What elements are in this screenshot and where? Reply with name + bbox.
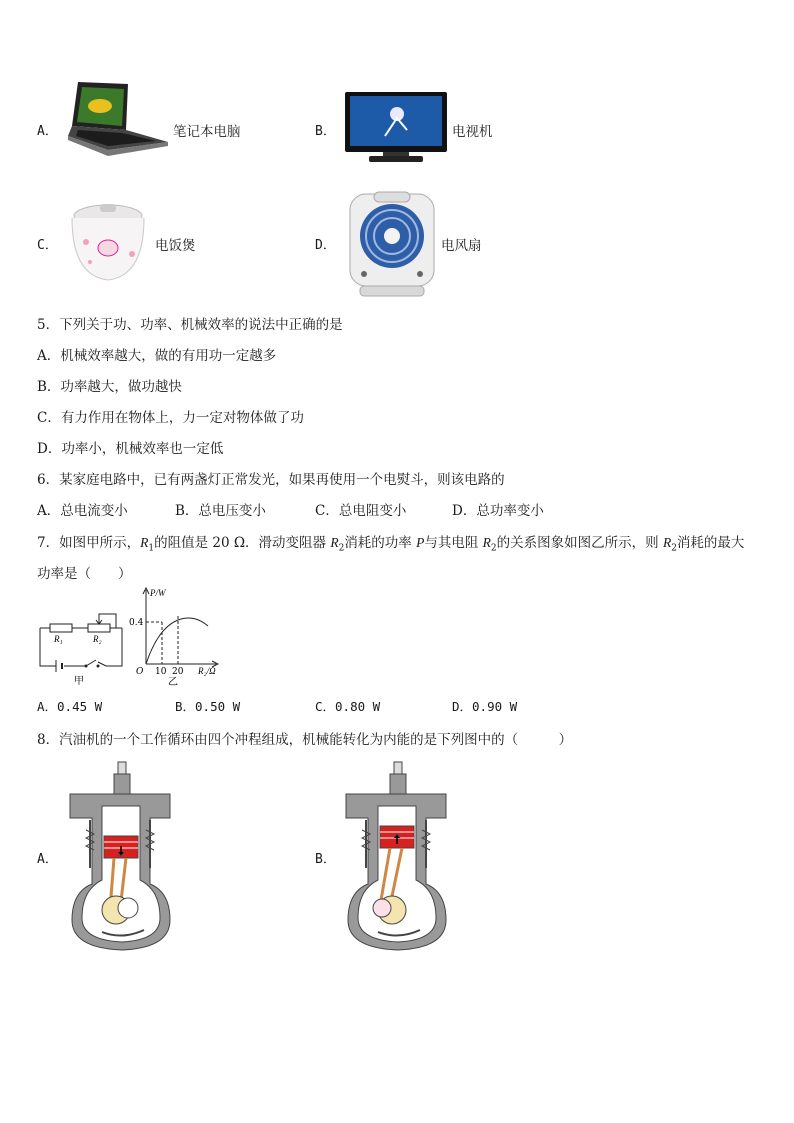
option-label: 笔记本电脑: [173, 124, 241, 140]
rice-cooker-icon: [66, 202, 150, 284]
option-label: 电视机: [452, 124, 493, 140]
engine-stroke-a-icon: [64, 760, 176, 952]
graph-y-label: P/W: [150, 588, 166, 598]
q5-option-c[interactable]: C．有力作用在物体上，力一定对物体做了功: [37, 410, 304, 426]
question-stem: 5．下列关于功、功率、机械效率的说法中正确的是: [37, 317, 343, 333]
q6-option-a[interactable]: A．总电流变小: [37, 503, 128, 519]
option-letter: A．: [37, 124, 58, 139]
electric-fan-icon: [344, 190, 440, 298]
figure-label-yi: 乙: [168, 677, 178, 688]
option-letter: B．: [315, 852, 336, 867]
circuit-label-r1: R₁: [54, 634, 63, 644]
q7-option-d[interactable]: D．0.90 W: [452, 699, 518, 714]
q6-option-d[interactable]: D．总功率变小: [452, 503, 544, 519]
q7-option-b[interactable]: B．0.50 W: [175, 699, 241, 714]
figure-label-jia: 甲: [74, 676, 84, 687]
graph-y-tick: 0.4: [129, 618, 144, 628]
q5-option-d[interactable]: D．功率小，机械效率也一定低: [37, 441, 224, 457]
option-letter: C．: [37, 238, 58, 253]
option-label: 电风扇: [441, 238, 482, 254]
option-letter: A．: [37, 852, 58, 867]
graph-x-tick: 20: [172, 667, 184, 677]
q5-option-a[interactable]: A．机械效率越大，做的有用功一定越多: [37, 348, 277, 364]
q6-option-b[interactable]: B．总电压变小: [175, 503, 266, 519]
graph-x-label: R₂/Ω: [198, 666, 216, 676]
q6-option-c[interactable]: C．总电阻变小: [315, 503, 407, 519]
option-letter: B．: [315, 124, 336, 139]
circuit-diagram: [36, 600, 126, 686]
television-icon: [345, 92, 449, 164]
q7-option-c[interactable]: C．0.80 W: [315, 699, 381, 714]
question-stem: 7．如图甲所示，$R_1$的阻值是 20 Ω．滑动变阻器 $R_2$消耗的功率 P与其电阻 $R_2$的关系图象如图乙所示，则 $R_2$消耗的最大: [37, 535, 745, 554]
graph-x-tick: 10: [155, 667, 167, 677]
option-letter: D．: [315, 238, 336, 253]
graph-origin: O: [136, 667, 144, 677]
circuit-label-r2: R₂: [93, 634, 102, 644]
engine-stroke-b-icon: [340, 760, 452, 952]
question-stem: 8．汽油机的一个工作循环由四个冲程组成，机械能转化为内能的是下列图中的（ ）: [37, 732, 573, 748]
question-stem: 6．某家庭电路中，已有两盏灯正常发光，如果再使用一个电熨斗，则该电路的: [37, 472, 505, 488]
q5-option-b[interactable]: B．功率越大，做功越快: [37, 379, 182, 395]
laptop-icon: [68, 80, 172, 160]
question-stem-line2: 功率是（ ）: [37, 566, 132, 582]
option-label: 电饭煲: [155, 238, 196, 254]
q7-option-a[interactable]: A．0.45 W: [37, 699, 103, 714]
power-resistance-graph: [128, 586, 228, 686]
